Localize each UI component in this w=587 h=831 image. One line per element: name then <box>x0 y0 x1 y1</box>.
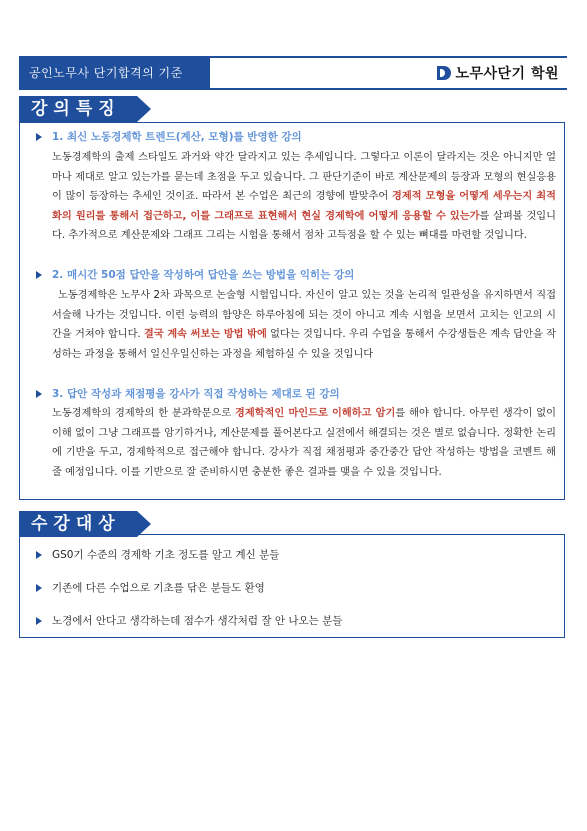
feature-highlight: 경제적 모형을 어떻게 세우는지 최적화의 원리를 통해서 접근하고, 이를 그래프로 표현해서 현실 경제학에 어떻게 응용할 수 있는가 <box>52 191 556 222</box>
feature-item-3-body <box>52 404 556 482</box>
feature-title-text: 3. 답안 작성과 채점평을 강사가 직접 작성하는 제대로 된 강의 <box>52 388 340 400</box>
feature-highlight: 경제학적인 마인드로 이해하고 암기 <box>235 408 396 419</box>
targets-box <box>19 534 565 638</box>
header-label: 공인노무사 단기합격의 기준 <box>19 58 210 88</box>
feature-text: 노동경제학의 경제학의 한 분과학문으로 <box>52 408 236 419</box>
target-item <box>36 613 342 628</box>
feature-item-2-body <box>52 286 556 364</box>
feature-item-1-title <box>36 129 302 144</box>
target-text: 노경에서 안다고 생각하는데 점수가 생각처럼 잘 안 나오는 분들 <box>52 615 343 627</box>
feature-item-2-title <box>36 267 354 282</box>
feature-text: 를 살펴볼 것입니다. 추가적으로 계산문제와 그래프 그리는 시험을 통해서 점차 고득점을 할 수 있는 뼈대를 마련할 것입니다. <box>52 210 556 242</box>
feature-item-3-title <box>36 386 340 401</box>
bullet-triangle-icon <box>36 551 42 559</box>
feature-text: 를 해야 합니다. 아무런 생각이 없이 이해 없이 그냥 그래프를 암기하거나, 계산문제를 풀어본다고 실전에서 해결되는 것은 별로 없습니다. 정확한 논리에 기반을 두고, 경제학적으로 접근해야 합니다. 강사가 직접 채점평과 중간중간 답안 작성하는 방법을 코멘트 해 줄 예정입니다. 이를 기반으로 잘 준비하시면 충분한 좋은 결과를 맺을 수 있을 것입니다. <box>52 408 556 478</box>
target-text: GS0기 수준의 경제학 기초 정도를 알고 계신 분들 <box>52 549 280 561</box>
bullet-triangle-icon <box>36 133 42 141</box>
feature-title-text: 1. 최신 노동경제학 트렌드(계산, 모형)를 반영한 강의 <box>52 131 302 143</box>
bullet-triangle-icon <box>36 271 42 279</box>
feature-item-1-body <box>52 148 556 246</box>
features-tab: 강의특징 <box>19 96 137 122</box>
target-item <box>36 547 279 562</box>
feature-text: 노동경제학의 출제 스타일도 과거와 약간 달라지고 있는 추세입니다. 그렇다고 이론이 달라지는 것은 아니지만 얼마나 제대로 알고 있는가를 묻는데 초점을 두고 있습니다. 그 판단기준이 바로 계산문제의 등장과 모형의 현실응용이 많이 등장하는 추세인 것이죠. 따라서 본 수업은 최근의 경향에 발맞추어 <box>52 152 556 203</box>
bullet-triangle-icon <box>36 617 42 625</box>
feature-highlight: 결국 계속 써보는 방법 밖에 <box>143 329 267 341</box>
feature-text: 노동경제학은 노무사 2차 과목으로 논술형 시험입니다. 자신이 알고 있는 것을 논리적 일관성을 유지하면서 직접 서술해 나가는 것입니다. 이런 능력의 함양은 하루아침에 되는 것이 아니고 계속 시험을 보면서 고치는 인고의 시간을 거쳐야 합니다. <box>52 290 556 341</box>
feature-text: 없다는 것입니다. 우리 수업을 통해서 수강생들은 계속 답안을 작성하는 과정을 통해서 일신우일신하는 과정을 체험하실 수 있을 것입니다 <box>52 329 556 360</box>
target-item <box>36 580 265 595</box>
features-box <box>19 122 565 500</box>
feature-title-text: 2. 매시간 50점 답안을 작성하여 답안을 쓰는 방법을 익히는 강의 <box>52 269 355 281</box>
document-header <box>19 56 567 90</box>
target-text: 기존에 다른 수업으로 기초를 닦은 분들도 환영 <box>52 582 265 594</box>
bullet-triangle-icon <box>36 390 42 398</box>
brand <box>437 62 559 84</box>
brand-name: 노무사단기 학원 <box>455 66 559 82</box>
brand-logo-icon <box>437 66 451 80</box>
bullet-triangle-icon <box>36 584 42 592</box>
targets-tab: 수강대상 <box>19 511 137 537</box>
